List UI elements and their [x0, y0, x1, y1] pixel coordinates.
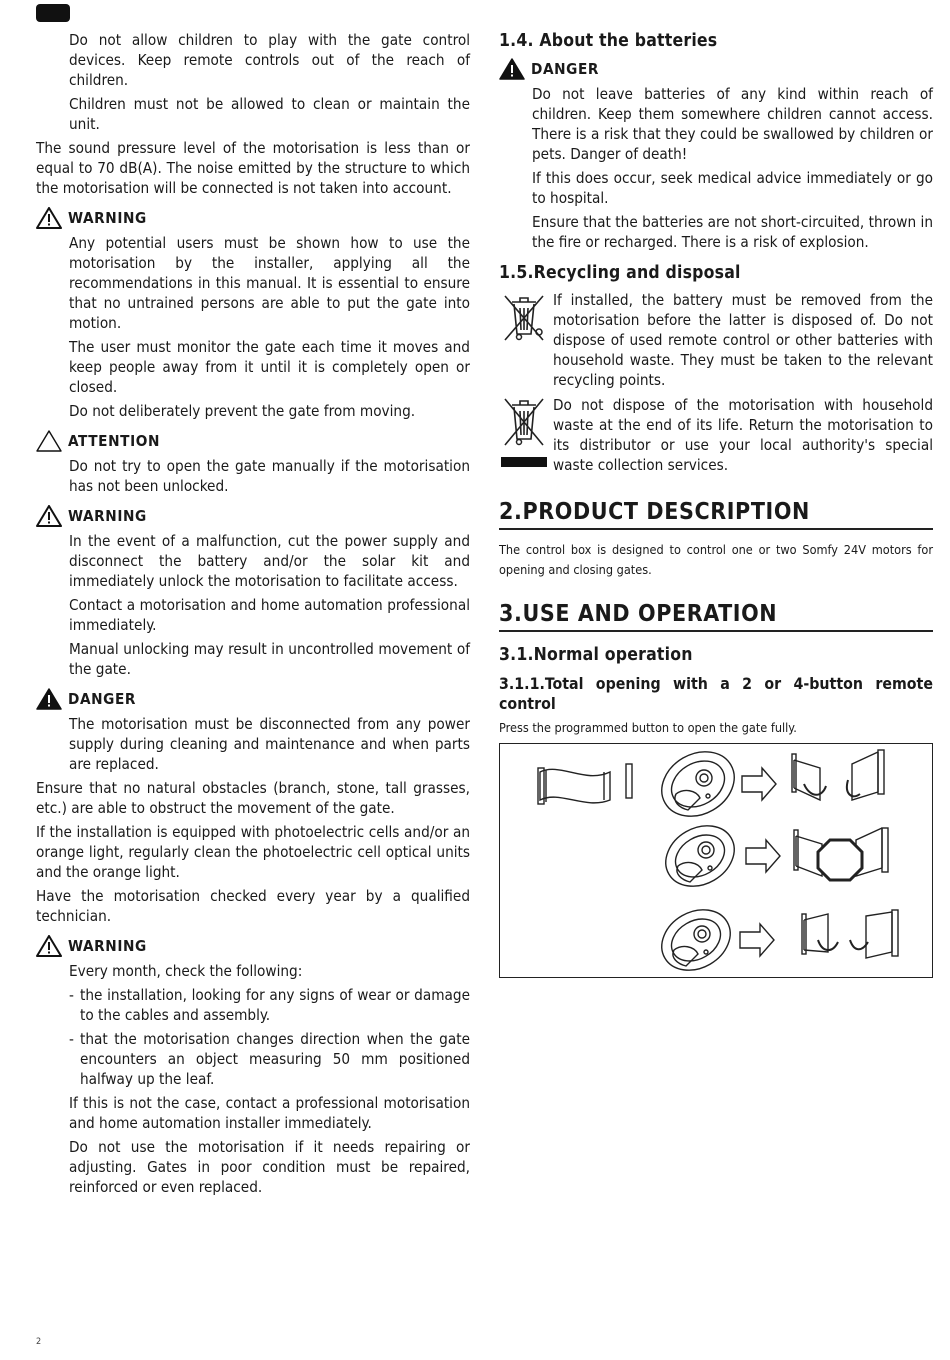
section-heading-product: 2.PRODUCT DESCRIPTION: [499, 498, 933, 530]
gate-stop-icon: [794, 828, 888, 880]
paragraph: The sound pressure level of the motorisation is less than or equal to 70 dB(A). The noise emitted by the structure to which the motorisation will be connected is not taken into account.: [36, 139, 470, 197]
recycling-item: [499, 395, 933, 476]
remote-button-press-icon: [655, 814, 745, 898]
warning-notice: [36, 935, 470, 957]
operation-figure: [499, 743, 933, 978]
gate-closing-icon: [802, 910, 898, 958]
page-number: 2: [36, 1337, 42, 1347]
recycling-item: [499, 290, 933, 390]
paragraph: Do not allow children to play with the gate control devices. Keep remote controls out of the reach of children.: [69, 31, 470, 89]
danger-icon: [499, 58, 525, 80]
section-heading-normal: 3.1.Normal operation: [499, 645, 693, 665]
warning-icon: [36, 935, 62, 957]
paragraph: Ensure that the batteries are not short-circuited, thrown in the fire or recharged. There is a risk of explosion.: [532, 213, 933, 251]
danger-label: DANGER: [531, 60, 600, 78]
list-item: - that the motorisation changes direction when the gate encounters an object measuring 50 mm positioned halfway up the leaf.: [69, 1030, 470, 1088]
list-item: - the installation, looking for any signs of wear or damage to the cables and assembly.: [69, 986, 470, 1024]
paragraph: The motorisation must be disconnected from any power supply during cleaning and maintenance and when parts are replaced.: [69, 715, 470, 773]
section-heading-batteries: 1.4. About the batteries: [499, 31, 718, 51]
language-tab: [36, 4, 70, 22]
warning-label: WARNING: [68, 937, 147, 955]
attention-icon: [36, 430, 62, 452]
section-heading-use: 3.USE AND OPERATION: [499, 600, 933, 632]
paragraph: If the installation is equipped with photoelectric cells and/or an orange light, regularly clean the photoelectric cell optical units and the orange light.: [36, 823, 470, 881]
crossed-bin-icon: [499, 290, 549, 346]
paragraph: Have the motorisation checked every year by a qualified technician.: [36, 887, 470, 925]
paragraph: Do not use the motorisation if it needs repairing or adjusting. Gates in poor condition must be repaired, reinforced or even replaced.: [69, 1138, 470, 1196]
paragraph: Contact a motorisation and home automation professional immediately.: [69, 596, 470, 634]
paragraph: The control box is designed to control one or two Somfy 24V motors for opening and closing gates.: [499, 542, 933, 577]
paragraph: If installed, the battery must be removed from the motorisation before the latter is disposed of. Do not dispose of used remote control or other batteries with household waste. They must be taken to the relevant recycling points.: [553, 291, 933, 389]
paragraph: Press the programmed button to open the gate fully.: [499, 720, 797, 735]
right-column: [499, 30, 933, 978]
danger-notice: [36, 688, 470, 710]
remote-button-press-icon: [651, 898, 741, 977]
paragraph: If this does occur, seek medical advice immediately or go to hospital.: [532, 169, 933, 207]
attention-label: ATTENTION: [68, 432, 161, 450]
crossed-bin-icon: [499, 395, 551, 471]
danger-icon: [36, 688, 62, 710]
arrow-icon: [742, 768, 776, 800]
paragraph: Manual unlocking may result in uncontrolled movement of the gate.: [69, 640, 470, 678]
warning-notice: [36, 505, 470, 527]
gate-opening-icon: [792, 750, 884, 800]
paragraph: Do not dispose of the motorisation with household waste at the end of its life. Return the motorisation to its distributor or use your local authority's special waste collection services.: [553, 396, 933, 474]
paragraph: Any potential users must be shown how to use the motorisation by the installer, applying all the recommendations in this manual. It is essential to ensure that no untrained persons are able to put the gate into motion.: [69, 234, 470, 332]
section-heading-total-opening: 3.1.1.Total opening with a 2 or 4-button remote control: [499, 674, 933, 713]
paragraph: Do not try to open the gate manually if the motorisation has not been unlocked.: [69, 457, 470, 495]
remote-button-press-icon: [650, 744, 746, 829]
danger-label: DANGER: [68, 690, 137, 708]
arrow-icon: [746, 840, 780, 872]
arrow-icon: [740, 924, 774, 956]
remote-control-icon: [538, 764, 632, 804]
warning-label: WARNING: [68, 507, 147, 525]
danger-notice: [499, 58, 933, 80]
warning-notice: [36, 207, 470, 229]
paragraph: Do not leave batteries of any kind within reach of children. Keep them somewhere children cannot access. There is a risk that they could be swallowed by children or pets. Danger of death!: [532, 85, 933, 163]
paragraph: In the event of a malfunction, cut the power supply and disconnect the battery and/or the solar kit and immediately unlock the motorisation to facilitate access.: [69, 532, 470, 590]
paragraph: The user must monitor the gate each time it moves and keep people away from it until it is completely open or closed.: [69, 338, 470, 396]
paragraph: Ensure that no natural obstacles (branch, stone, tall grasses, etc.) are able to obstruct the movement of the gate.: [36, 779, 470, 817]
warning-label: WARNING: [68, 209, 147, 227]
paragraph: Children must not be allowed to clean or maintain the unit.: [69, 95, 470, 133]
paragraph: If this is not the case, contact a professional motorisation and home automation installer immediately.: [69, 1094, 470, 1132]
paragraph: Every month, check the following:: [69, 962, 303, 980]
gate-operation-diagram: [500, 744, 932, 977]
section-heading-recycling: 1.5.Recycling and disposal: [499, 263, 741, 283]
warning-icon: [36, 505, 62, 527]
left-column: [36, 30, 470, 1201]
paragraph: Do not deliberately prevent the gate from moving.: [69, 402, 416, 420]
attention-notice: [36, 430, 470, 452]
warning-icon: [36, 207, 62, 229]
